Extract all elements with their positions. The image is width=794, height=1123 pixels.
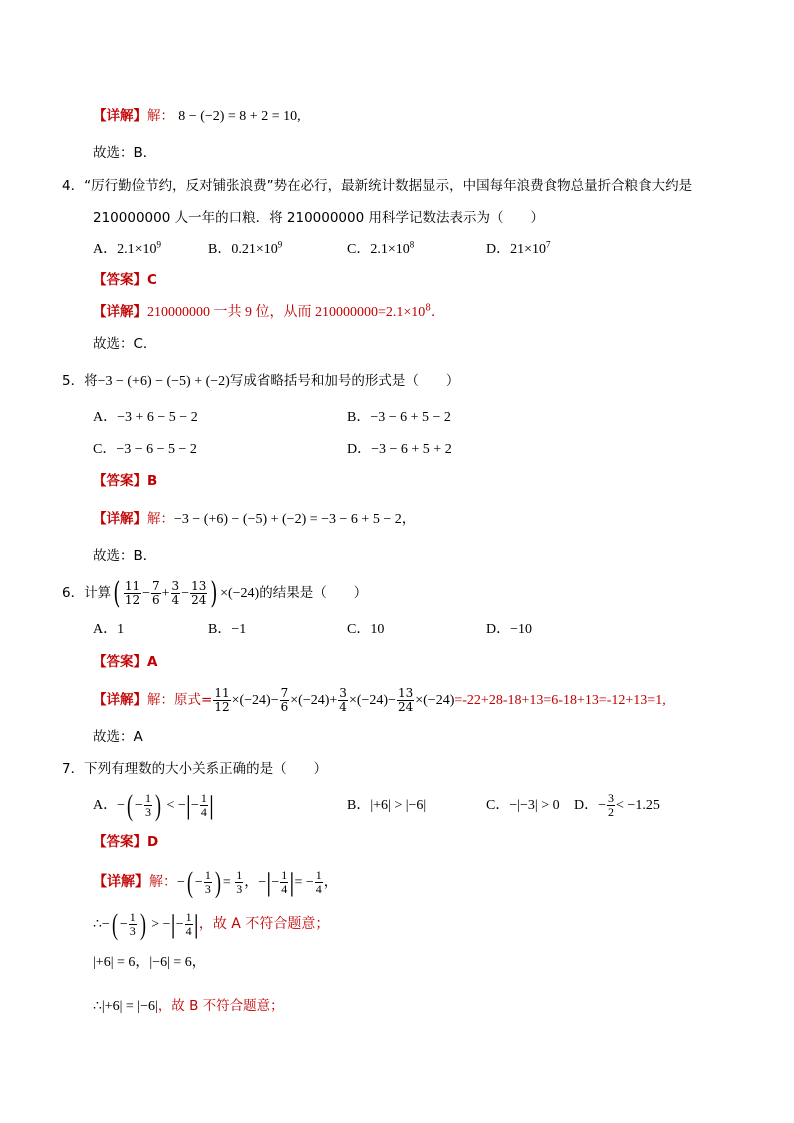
q6-answer-value: A [147,654,158,670]
q4-stem-line2: 210000000 人一年的口粮．将 210000000 用科学记数法表示为（ ） [93,210,544,226]
q7-answer-value: D [147,834,159,850]
q5-choice: 故选：B． [93,548,157,564]
q4-stem-line1: 4．“厉行勤俭节约，反对铺张浪费”势在必行，最新统计数据显示，中国每年浪费食物总量折合粮食大约是 [62,178,693,194]
q4-detail-text: 210000000 一共 9 位，从而 210000000=2.1×10 [147,305,426,320]
q7-stem: 7．下列有理数的大小关系正确的是（ ） [62,761,328,777]
q5-stem-expr: −3 − (+6) − (−5) + (−2) [97,374,230,389]
q7-detail-line4: ∴|+6| = |−6|，故 B 不符合题意； [93,998,284,1014]
q7-answer: 【答案】D [93,834,159,850]
q7-detail-line3: |+6| = 6，|−6| = 6， [93,955,206,970]
q7-option-b: B．|+6| > |−6| [347,798,427,813]
q5-answer-value: B [147,473,158,489]
q6-option-d: D．−10 [486,622,533,637]
q5-stem: 5．将−3 − (+6) − (−5) + (−2)写成省略括号和加号的形式是（ ） [62,373,460,389]
q4-choice: 故选：C． [93,336,157,352]
q4-option-d: D．$21\times 10^7$ [486,239,551,257]
q6-option-b: B．−1 [208,622,247,637]
q4-option-a: A．$2.1\times 10^9$ [93,239,162,257]
solve-label: 解： [147,108,174,124]
q5-option-c: C．−3 − 6 − 5 − 2 [93,442,197,457]
q4-answer-value: C [147,272,157,288]
q7-detail-line1: 【详解】解：−( − $\frac{1}{3}$ ) = $\frac{1}{3}$ ，−|− $\frac{1}{4}$ |= − $\frac{1}{4}$ ， [93,865,338,899]
q5-option-b: B．−3 − 6 + 5 − 2 [347,410,451,425]
q6-option-c: C．10 [347,622,385,637]
q4-option-c: C．$2.1\times 10^8$ [347,239,415,257]
q7-option-c: C．−|−3| > 0 [486,798,560,813]
q4-detail: 【详解】210000000 一共 9 位，从而 $210000000=2.1\times 10^8$． [93,303,445,320]
q3-detail-line [93,106,301,127]
q7-option-a: A．−( − $\frac{1}{3}$ ) < −|− $\frac{1}{4}$ | [93,788,215,822]
q5-detail-expr: −3 − (+6) − (−5) + (−2) = −3 − 6 + 5 − 2， [174,512,416,527]
q4-answer: 【答案】C [93,272,157,288]
q4-option-b: B．$0.21\times 10^9$ [208,239,283,257]
q6-stem: 6．计算( $\frac{11}{12}$ − $\frac{7}{6}$ + $\frac{3}{4}$ − $\frac{13}{24}$ ) ×(−24)的结果是（ ） [62,575,368,611]
q6-detail-result: =-22+28-18+13=6-18+13=-12+13=1, [454,693,666,708]
q7-option-d: D．− $\frac{3}{2}$ < −1.25 [574,791,660,820]
q3-choice: 故选：B． [93,145,157,161]
q7-detail-line2: ∴−( − $\frac{1}{3}$ ) > −|− $\frac{1}{4}$ |，故 A 不符合题意； [93,907,330,941]
q5-option-d: D．−3 − 6 + 5 + 2 [347,442,452,457]
q5-detail: 【详解】解：−3 − (+6) − (−5) + (−2) = −3 − 6 + 5 − 2， [93,511,416,527]
detail-tag: 【详解】 [93,108,147,124]
q6-choice: 故选：A [93,729,143,745]
q6-detail: 【详解】解：原式= $\frac{11}{12}$ ×(−24)− $\frac{7}{6}$ ×(−24)+ $\frac{3}{4}$ ×(−24)− $\frac{13}{24}$ ×(−24)=-22+28-18+13=6-18+13=-12+13=1, [93,686,666,714]
q3-detail-expr: 8 − (−2) = 8 + 2 = 10, [178,109,301,124]
q5-option-a: A．−3 + 6 − 5 − 2 [93,410,198,425]
q5-answer: 【答案】B [93,473,158,489]
q6-option-a: A．1 [93,622,125,637]
q6-answer: 【答案】A [93,654,158,670]
